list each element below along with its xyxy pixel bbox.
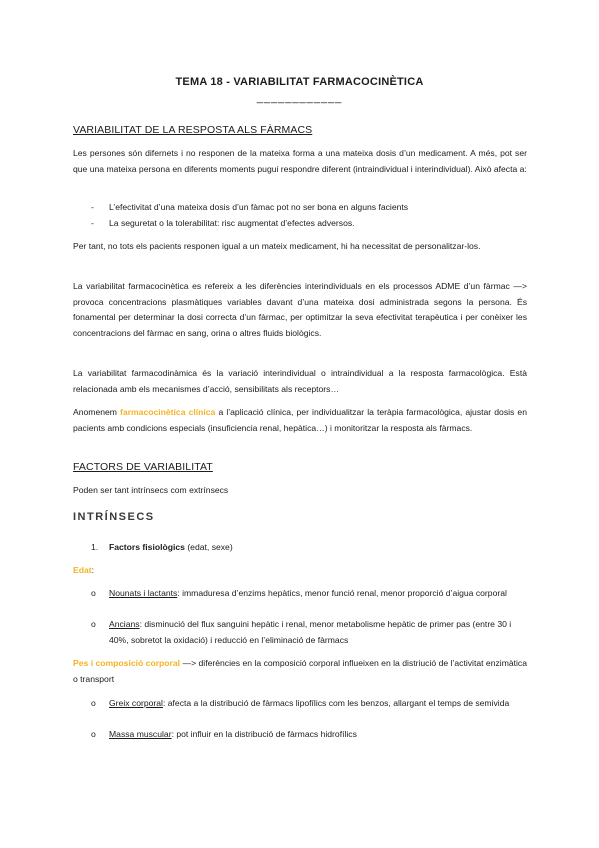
factors-fisiologics-label: Factors fisiològics	[109, 542, 185, 552]
greix-term: Greix corporal	[109, 698, 163, 708]
pes-rest: —> diferències en la composició corporal influeixen en la distriució de l’activitat enzimàtica o transport	[73, 658, 528, 684]
nounats-term: Nounats i lactants	[109, 588, 178, 598]
p5-before: Anomenem	[73, 407, 121, 417]
edat-heading	[73, 563, 493, 579]
p5-after: a l’aplicació clínica, per individualitzar la teràpia farmacològica, ajustar dosis en pacients amb condicions especials (insuficiencia renal, hepàtica…) i monitoritzar la resposta als fàrmacs.	[73, 407, 527, 433]
page-title: TEMA 18 - VARIABILITAT FARMACOCINÈTICA	[175, 76, 424, 88]
paragraph-pes-composicio	[73, 656, 527, 687]
item-ancians	[109, 617, 529, 648]
bullet-circle: o	[91, 729, 96, 739]
item-nounats	[109, 586, 529, 602]
edat-label: Edat	[73, 565, 92, 575]
paragraph-variabilitat-farmacocinetica: La variabilitat farmacocinètica es refereix a les diferències interindividuals en els processos ADME d’un fàrmac —> provoca concentracions plasmàtiques variables davant d’una mateixa dosi administrada segons la persona. És fonamental per determinar la dosi correcta d’un fàrmac, per optimitzar la seva efectivitat terapèutica i per conèixer les concentracions del fàrmac en sang, orina o altres fluids biològics.	[73, 281, 527, 339]
subheading-intrinsecs: INTRÍNSECS	[73, 511, 155, 523]
factors-fisiologics-rest: (edat, sexe)	[184, 542, 233, 552]
list-number: 1.	[91, 542, 99, 552]
item-greix-corporal	[109, 696, 529, 712]
pes-label: Pes i composició corporal	[73, 658, 181, 668]
bullet-circle: o	[91, 698, 96, 708]
paragraph-farmacocinetica-clinica	[73, 405, 527, 436]
paragraph-personalitzar: Per tant, no tots els pacients responen igual a un mateix medicament, hi ha necessitat de personalitzar-los.	[73, 241, 481, 251]
paragraph-intrinsecs-extrinsecs: Poden ser tant intrínsecs com extrínsecs	[73, 485, 229, 495]
massa-rest: : pot influir en la distribució de fàrmacs hidrofílics	[171, 729, 357, 739]
item-factors-fisiologics	[109, 540, 529, 556]
bullet-seguretat: La seguretat o la tolerabilitat: risc augmentat d’efectes adversos.	[109, 218, 355, 228]
greix-rest: : afecta a la distribució de fàrmacs lipofílics com les benzos, allargant el temps de semivida	[162, 698, 510, 708]
section-heading-variabilitat: VARIABILITAT DE LA RESPOSTA ALS FÀRMACS	[73, 124, 313, 136]
section-heading-factors: FACTORS DE VARIABILITAT	[73, 461, 213, 473]
massa-term: Massa muscular	[109, 729, 172, 739]
ancians-term: Ancians	[109, 619, 140, 629]
bullet-dash: -	[91, 202, 94, 212]
title-underline: ____________	[256, 92, 343, 104]
paragraph-variabilitat-farmacodinamica: La variabilitat farmacodinàmica és la variació interindividual o intraindividual a la resposta farmacològica. Està relacionada amb els mecanismes d’acció, sensibilitats als receptors…	[73, 368, 527, 394]
nounats-rest: : immaduresa d’enzims hepàtics, menor funció renal, menor proporció d’aigua corporal	[177, 588, 507, 598]
paragraph-intro: Les persones són difernets i no responen de la mateixa forma a una mateixa dosis d’un medicament. A més, pot ser que una mateixa persona en diferents moments pugui respondre diferent (intraindividual i interindividual). Això afecta a:	[73, 148, 527, 174]
edat-colon: :	[91, 565, 95, 575]
ancians-rest: : disminució del flux sanguini hepàtic i renal, menor metabolisme hepàtic de primer pas (entre 30 i 40%, sobretot la oxidació) i reducció en l’eliminació de fàrmacs	[109, 619, 512, 645]
item-massa-muscular	[109, 727, 529, 743]
bullet-circle: o	[91, 588, 96, 598]
bullet-efectivitat: L’efectivitat d’una mateixa dosis d’un fàmac pot no ser bona en alguns facients	[109, 202, 409, 212]
bullet-dash: -	[91, 218, 94, 228]
bullet-circle: o	[91, 619, 96, 629]
highlight-farmacocinetica-clinica: farmacocinètica clínica	[120, 407, 216, 417]
